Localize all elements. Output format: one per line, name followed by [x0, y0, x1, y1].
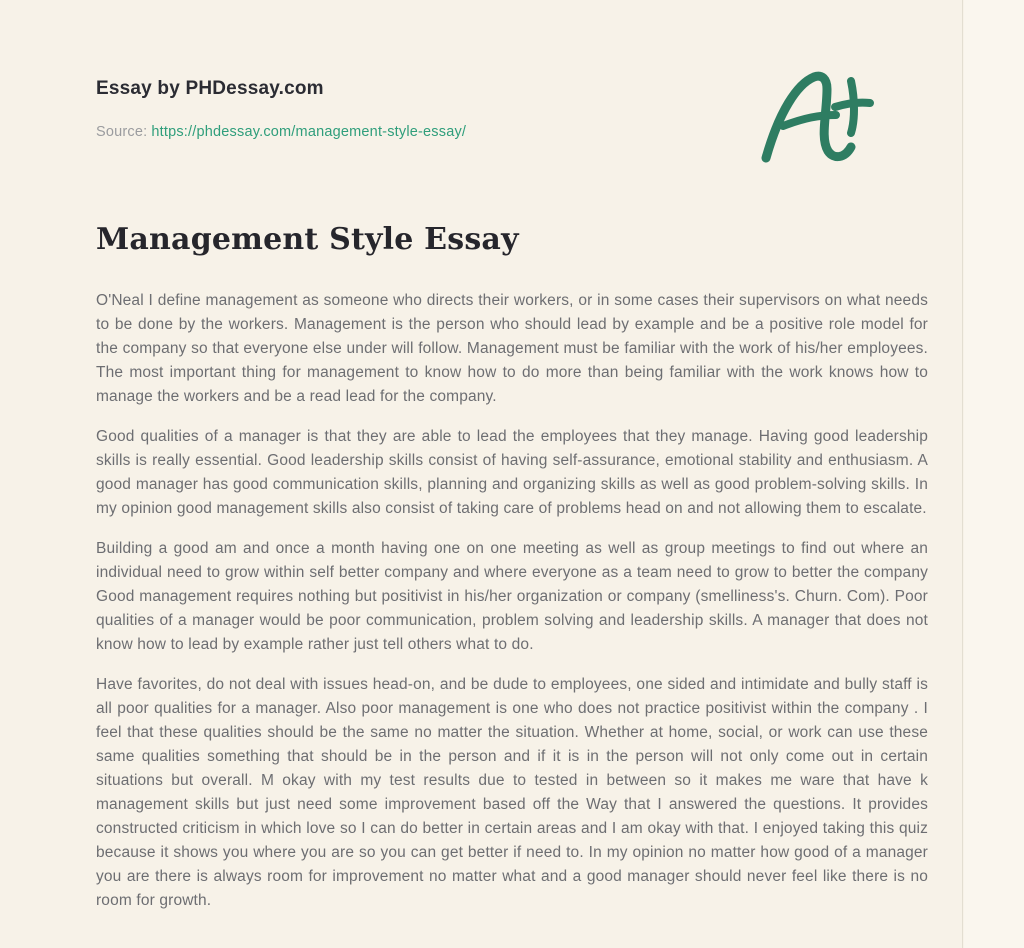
page-title: Management Style Essay — [96, 222, 519, 257]
essay-body — [96, 289, 928, 913]
essay-paragraph: Building a good am and once a month having one on one meeting as well as group meetings to find out where an individual need to grow within self better company and where everyone as a team need to grow to better the company Good management requires nothing but positivist in his/her organization or company (smelliness's. Churn. Com). Poor qualities of a manager would be poor communication, problem solving and leadership skills. A manager that does not know how to lead by example rather just tell others what to do. — [96, 540, 928, 653]
essay-paragraph: Good qualities of a manager is that they are able to lead the employees that they manage. Having good leadership skills is really essential. Good leadership skills consist of having self-assurance, emotional stability and enthusiasm. A good manager has good communication skills, planning and organizing skills as well as good problem-solving skills. In my opinion good management skills also consist of taking care of problems head on and not allowing them to escalate. — [96, 428, 928, 517]
essay-paragraph: O'Neal I define management as someone who directs their workers, or in some cases their supervisors on what needs to be done by the workers. Management is the person who should lead by example and be a positive role model for the company so that everyone else under will follow. Management must be familiar with the work of his/her employees. The most important thing for management to know how to do more than being familiar with the work knows how to manage the workers and be a read lead for the company. — [96, 292, 928, 405]
source-url-link[interactable]: https://phdessay.com/management-style-essay/ — [151, 124, 467, 140]
phdessay-a-plus-logo-icon — [759, 68, 877, 164]
essay-paragraph: Have favorites, do not deal with issues head-on, and be dude to employees, one sided and intimidate and bully staff is all poor qualities for a manager. Also poor management is one who does not practice positivist within the company . I feel that these qualities should be the same no matter the situation. Whether at home, social, or work can use these same qualities something that should be in the person and if it is in the person will not only come out in certain situations but overall. M okay with my test results due to tested in between so it makes me ware that have k management skills but just need some improvement based off the Way that I answered the questions. It provides constructed criticism in which love so I can do better in certain areas and I am okay with that. I enjoyed taking this quiz because it shows you where you are so you can get better if need to. In my opinion no matter how good of a manager you are there is always room for improvement no matter what and a good manager should never feel like there is no room for growth. — [96, 676, 928, 909]
site-byline: Essay by PHDessay.com — [96, 78, 324, 99]
source-label: Source: — [96, 124, 148, 140]
right-gutter — [964, 0, 1024, 948]
